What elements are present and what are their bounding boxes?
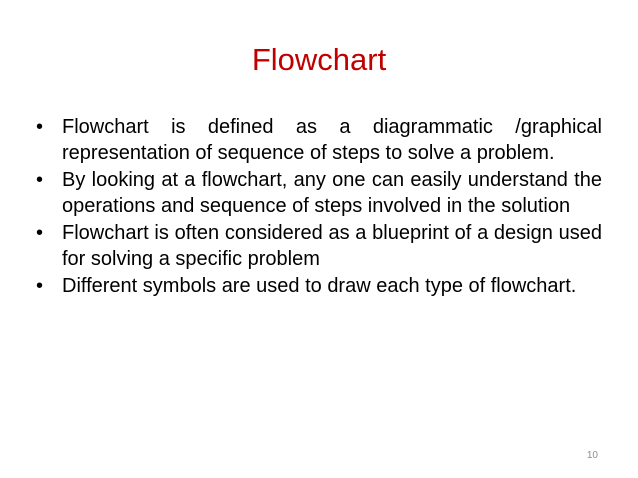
bullet-icon: • (36, 116, 44, 138)
bullet-item (36, 114, 602, 166)
bullet-text: Flowchart is often considered as a blueprint of a design used for solving a specific problem (62, 222, 602, 270)
slide-title: Flowchart (251, 42, 387, 77)
bullet-text: Different symbols are used to draw each type of flowchart. (62, 275, 577, 297)
page-number: 10 (586, 450, 598, 461)
bullet-item (36, 273, 602, 299)
bullet-item (36, 220, 602, 272)
bullet-icon: • (36, 169, 44, 191)
bullet-icon: • (36, 275, 44, 297)
bullet-item (36, 167, 602, 219)
bullet-text: By looking at a flowchart, any one can easily understand the operations and sequence of steps involved in the solution (62, 169, 602, 217)
bullet-text: Flowchart is defined as a diagrammatic /graphical representation of sequence of steps to solve a problem. (62, 116, 602, 164)
bullet-list (36, 114, 602, 300)
bullet-icon: • (36, 222, 44, 244)
